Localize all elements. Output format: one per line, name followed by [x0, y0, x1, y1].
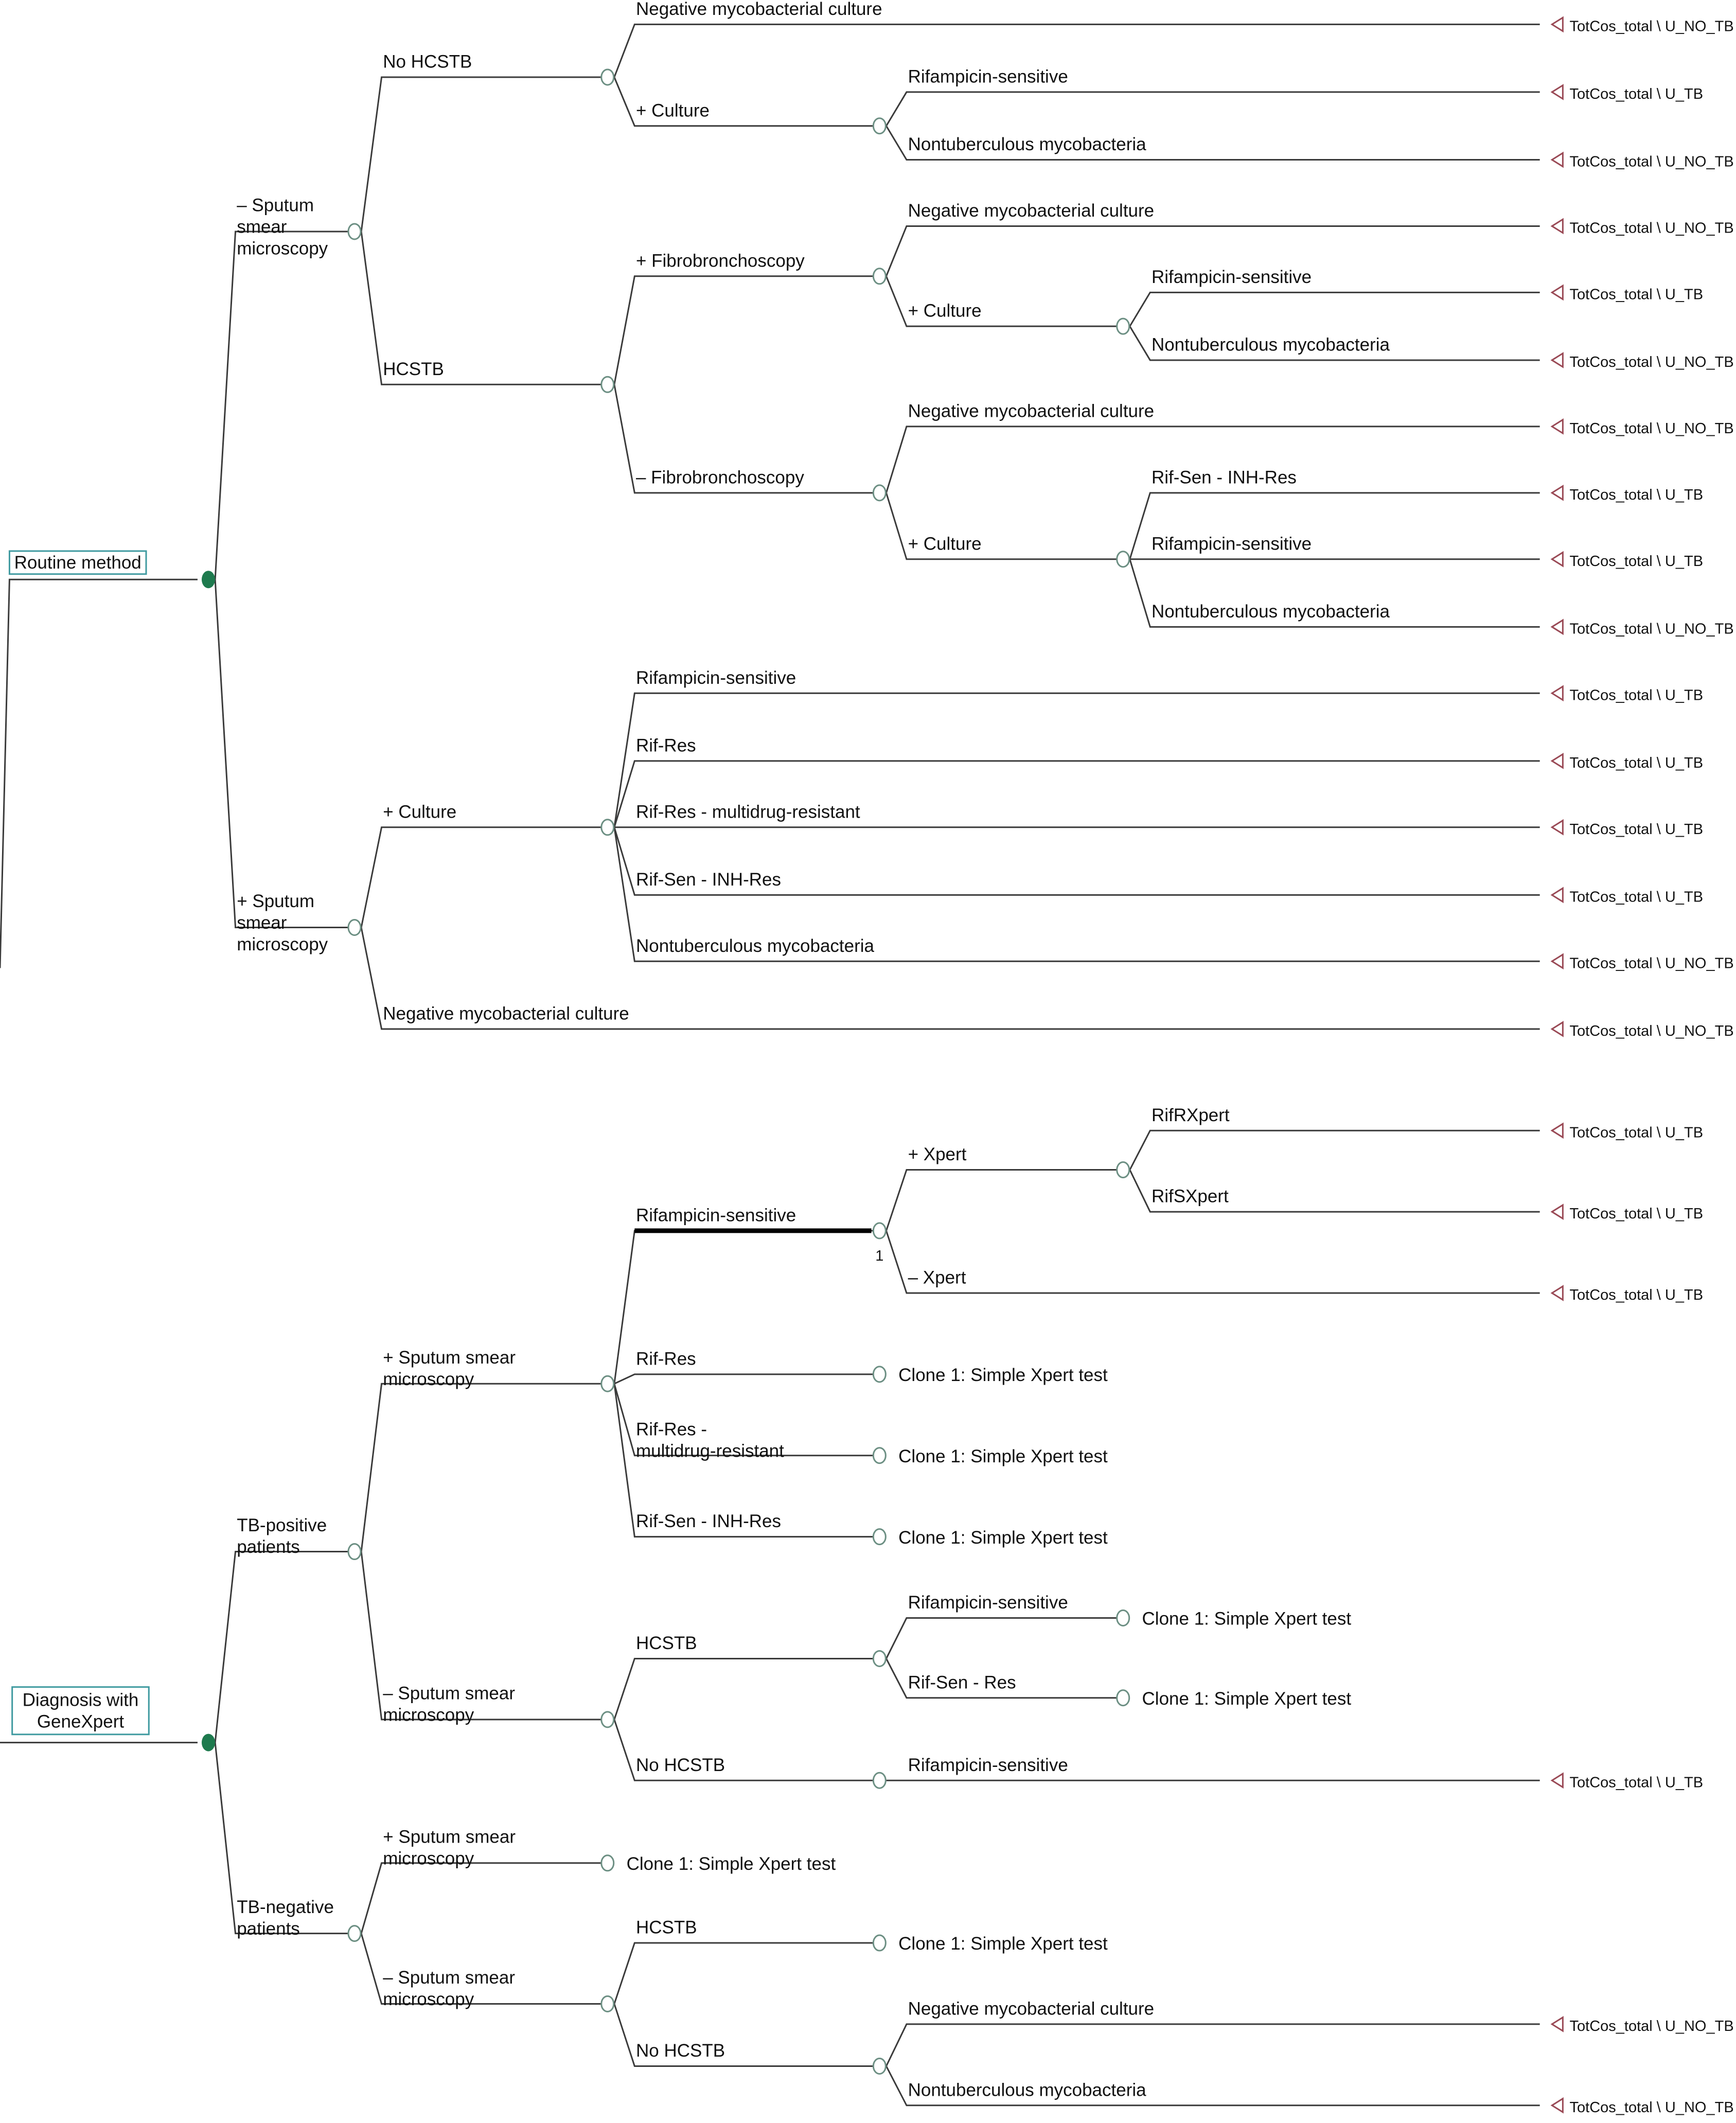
terminal-node-icon: [1552, 353, 1563, 367]
branch-label-genexpert-0-0-0-0: + Xpert: [908, 1144, 967, 1165]
terminal-node-icon: [1552, 686, 1563, 700]
payoff-label-routine-1-0-1: TotCos_total \ U_TB: [1569, 754, 1704, 771]
branch-label-routine-0-0-1-1: Nontuberculous mycobacteria: [908, 134, 1146, 155]
branch-label-routine-1-0-2: Rif-Res - multidrug-resistant: [635, 802, 860, 822]
branch-label-genexpert-0-0-0-0-1: RifSXpert: [1151, 1186, 1229, 1207]
branch-edge: [361, 77, 600, 232]
terminal-node-icon: [1552, 954, 1563, 968]
branch-label-genexpert-1-1-1: No HCSTB: [635, 2041, 725, 2061]
chance-node-icon: [348, 1926, 361, 1941]
branch-label-routine-0-1-1-1-1: Rifampicin-sensitive: [1151, 534, 1312, 554]
branch-label-routine-0-1-0-1: + Culture: [908, 300, 982, 321]
terminal-node-icon: [1552, 888, 1563, 901]
branch-edge: [361, 827, 600, 928]
payoff-label-routine-1-0-4: TotCos_total \ U_NO_TB: [1569, 955, 1734, 972]
branch-label-routine-0-1-0-1-1: Nontuberculous mycobacteria: [1151, 334, 1390, 355]
chance-node-icon: [873, 269, 885, 284]
chance-node-icon: [601, 69, 614, 85]
chance-node-icon: [348, 224, 361, 239]
terminal-node-icon: [1552, 1205, 1563, 1218]
branch-label-genexpert-1-0: + Sputum smear microscopy: [383, 1827, 516, 1869]
branch-edge: [614, 1374, 873, 1384]
branch-label-genexpert-1: TB-negative patients: [237, 1897, 334, 1939]
branch-label-routine-0: – Sputum smear microscopy: [237, 195, 328, 259]
branch-label-genexpert-0-1: – Sputum smear microscopy: [383, 1683, 516, 1725]
clone-node-icon: [1117, 1610, 1129, 1625]
chance-node-icon: [873, 1773, 885, 1788]
chance-node-icon: [1117, 319, 1129, 334]
chance-node-icon: [601, 1996, 614, 2011]
terminal-node-icon: [1552, 2018, 1563, 2031]
branch-label-routine-1-0-4: Nontuberculous mycobacteria: [635, 935, 875, 956]
clone-node-icon: [873, 1935, 885, 1951]
terminal-node-icon: [1552, 1774, 1563, 1787]
payoff-label-routine-1-0-0: TotCos_total \ U_TB: [1569, 687, 1704, 704]
chance-node-icon: [873, 1651, 885, 1666]
branch-label-genexpert-0-1-1-0: Rifampicin-sensitive: [908, 1755, 1068, 1775]
terminal-node-icon: [1552, 1022, 1563, 1036]
chance-node-icon: [601, 820, 614, 835]
branch-label-genexpert-1-1-0: HCSTB: [635, 1917, 697, 1938]
branch-label-routine-0-0-0: Negative mycobacterial culture: [635, 0, 882, 19]
payoff-label-routine-1-0-3: TotCos_total \ U_TB: [1569, 889, 1704, 906]
branch-edge: [614, 24, 1540, 77]
payoff-label-routine-1-1: TotCos_total \ U_NO_TB: [1569, 1023, 1734, 1040]
branch-edge: [887, 2024, 1540, 2066]
payoff-label-routine-0-1-0-1-0: TotCos_total \ U_TB: [1569, 286, 1704, 303]
branch-label-genexpert-1-1-1-0: Negative mycobacterial culture: [908, 1998, 1155, 2019]
clone-label-genexpert-1-1-0: Clone 1: Simple Xpert test: [898, 1934, 1108, 1954]
branch-label-routine-0-1-0: + Fibrobronchoscopy: [635, 251, 805, 271]
chance-node-icon: [873, 1223, 885, 1239]
branch-label-routine-0-1-1-1-2: Nontuberculous mycobacteria: [1151, 601, 1390, 622]
branch-label-routine-0-0-1: + Culture: [635, 100, 710, 121]
terminal-node-icon: [1552, 553, 1563, 566]
payoff-label-routine-0-0-0: TotCos_total \ U_NO_TB: [1569, 18, 1734, 35]
branch-edge: [1130, 1130, 1540, 1170]
branch-label-genexpert-0-0-1: Rif-Res: [635, 1349, 696, 1369]
branch-edge: [361, 1384, 600, 1551]
payoff-label-routine-0-0-1-1: TotCos_total \ U_NO_TB: [1569, 153, 1734, 170]
branch-edge: [614, 1658, 873, 1719]
clone-label-genexpert-0-0-1: Clone 1: Simple Xpert test: [898, 1365, 1108, 1386]
payoff-label-genexpert-0-1-1-0: TotCos_total \ U_TB: [1569, 1774, 1704, 1791]
branch-label-genexpert-0-0: + Sputum smear microscopy: [383, 1347, 516, 1389]
branch-label-routine-1-0-1: Rif-Res: [635, 735, 696, 756]
chance-node-icon: [601, 1376, 614, 1391]
payoff-label-routine-0-1-1-1-2: TotCos_total \ U_NO_TB: [1569, 621, 1734, 638]
branch-label-genexpert-0-0-3: Rif-Sen - INH-Res: [635, 1511, 781, 1532]
branch-label-genexpert-0-1-0-0: Rifampicin-sensitive: [908, 1593, 1068, 1613]
chance-node-icon: [601, 377, 614, 392]
branch-label-genexpert-0-1-0: HCSTB: [635, 1633, 697, 1654]
branch-edge: [215, 1552, 348, 1743]
payoff-label-routine-1-0-2: TotCos_total \ U_TB: [1569, 821, 1704, 838]
payoff-label-routine-0-1-1-0: TotCos_total \ U_NO_TB: [1569, 420, 1734, 437]
clone-node-icon: [601, 1855, 614, 1871]
payoff-label-routine-0-1-0-0: TotCos_total \ U_NO_TB: [1569, 220, 1734, 237]
branch-label-routine-0-1-0-0: Negative mycobacterial culture: [908, 201, 1155, 221]
terminal-node-icon: [1552, 17, 1563, 31]
branch-edge: [887, 1618, 1117, 1658]
terminal-node-icon: [1552, 2099, 1563, 2112]
branch-label-routine-1-1: Negative mycobacterial culture: [383, 1003, 629, 1024]
terminal-node-icon: [1552, 85, 1563, 99]
terminal-node-icon: [1552, 486, 1563, 500]
branch-edge: [887, 1231, 1540, 1293]
payoff-label-genexpert-0-0-0-0-0: TotCos_total \ U_TB: [1569, 1124, 1704, 1141]
payoff-label-genexpert-0-0-0-1: TotCos_total \ U_TB: [1569, 1287, 1704, 1304]
strategy-trunk-top: [0, 579, 198, 968]
branch-label-genexpert-1-1: – Sputum smear microscopy: [383, 1968, 516, 2010]
chance-node-icon: [873, 2058, 885, 2074]
branch-edge: [887, 92, 1540, 126]
terminal-node-icon: [1552, 1124, 1563, 1137]
terminal-node-icon: [1552, 286, 1563, 299]
decision-node-icon: [202, 571, 215, 588]
terminal-node-icon: [1552, 754, 1563, 768]
branch-label-genexpert-0-0-0-0-0: RifRXpert: [1151, 1105, 1230, 1125]
branch-label-routine-1: + Sputum smear microscopy: [237, 891, 328, 955]
payoff-label-genexpert-0-0-0-0-1: TotCos_total \ U_TB: [1569, 1206, 1704, 1223]
branch-edge: [361, 1863, 600, 1934]
payoff-label-routine-0-0-1-0: TotCos_total \ U_TB: [1569, 86, 1704, 103]
branch-label-routine-0-1-1-1-0: Rif-Sen - INH-Res: [1151, 467, 1297, 488]
terminal-node-icon: [1552, 219, 1563, 233]
branch-label-routine-1-0-0: Rifampicin-sensitive: [635, 667, 796, 688]
branch-label-genexpert-0-0-0-1: – Xpert: [908, 1267, 966, 1288]
clone-label-genexpert-0-1-0-1: Clone 1: Simple Xpert test: [1142, 1688, 1352, 1709]
terminal-node-icon: [1552, 620, 1563, 633]
branch-edge: [614, 276, 873, 385]
clone-node-icon: [1117, 1690, 1129, 1706]
clone-node-icon: [873, 1448, 885, 1463]
branch-edge: [887, 1170, 1117, 1231]
decision-node-icon: [202, 1734, 215, 1752]
chance-node-icon: [873, 485, 885, 501]
strategy-label-genexpert: Diagnosis with GeneXpert: [22, 1690, 139, 1732]
chance-node-icon: [348, 919, 361, 935]
payoff-label-routine-0-1-1-1-1: TotCos_total \ U_TB: [1569, 553, 1704, 570]
strategy-label-routine: Routine method: [14, 553, 141, 573]
branch-edge: [614, 1943, 873, 2004]
branch-label-genexpert-1-1-1-1: Nontuberculous mycobacteria: [908, 2080, 1146, 2100]
branch-edge: [215, 232, 348, 579]
clone-label-genexpert-0-0-3: Clone 1: Simple Xpert test: [898, 1527, 1108, 1548]
payoff-label-genexpert-1-1-1-1: TotCos_total \ U_NO_TB: [1569, 2099, 1734, 2116]
terminal-node-icon: [1552, 420, 1563, 433]
branch-label-genexpert-0-1-0-1: Rif-Sen - Res: [908, 1672, 1016, 1693]
clone-label-genexpert-1-0: Clone 1: Simple Xpert test: [626, 1853, 836, 1874]
probability-tick-label: 1: [875, 1247, 884, 1264]
chance-node-icon: [1117, 552, 1129, 567]
terminal-node-icon: [1552, 153, 1563, 166]
branch-label-routine-0-1-1-1: + Culture: [908, 534, 982, 554]
chance-node-icon: [601, 1712, 614, 1727]
chance-node-icon: [1117, 1162, 1129, 1178]
branch-label-routine-0-0-1-0: Rifampicin-sensitive: [908, 66, 1068, 87]
chance-node-icon: [348, 1544, 361, 1560]
chance-node-icon: [873, 118, 885, 134]
terminal-node-icon: [1552, 821, 1563, 834]
labels-layer: [9, 0, 1733, 2116]
branch-label-genexpert-0-0-0: Rifampicin-sensitive: [635, 1205, 796, 1226]
clone-node-icon: [873, 1529, 885, 1545]
clone-label-genexpert-0-0-2: Clone 1: Simple Xpert test: [898, 1446, 1108, 1466]
branch-label-routine-1-0-3: Rif-Sen - INH-Res: [635, 869, 781, 890]
payoff-label-routine-0-1-0-1-1: TotCos_total \ U_NO_TB: [1569, 354, 1734, 371]
branch-label-routine-0-0: No HCSTB: [383, 51, 472, 72]
branch-label-routine-0-1-0-1-0: Rifampicin-sensitive: [1151, 267, 1312, 287]
clone-node-icon: [873, 1367, 885, 1382]
clone-label-genexpert-0-1-0-0: Clone 1: Simple Xpert test: [1142, 1608, 1352, 1629]
branch-label-genexpert-0-0-2: Rif-Res -multidrug-resistant: [635, 1419, 784, 1461]
payoff-label-routine-0-1-1-1-0: TotCos_total \ U_TB: [1569, 486, 1704, 503]
branch-label-genexpert-0-1-1: No HCSTB: [635, 1755, 725, 1775]
branch-label-routine-0-1-1: – Fibrobronchoscopy: [635, 467, 804, 488]
terminal-node-icon: [1552, 1286, 1563, 1300]
branch-label-routine-1-0: + Culture: [383, 802, 457, 822]
branch-label-routine-0-1-1-0: Negative mycobacterial culture: [908, 401, 1155, 421]
branch-label-genexpert-0: TB-positive patients: [237, 1515, 327, 1558]
branch-edge: [1130, 292, 1540, 326]
branch-edge: [215, 579, 348, 927]
branch-label-routine-0-1: HCSTB: [383, 359, 444, 379]
nodes-layer: [202, 17, 1563, 2112]
payoff-label-genexpert-1-1-1-0: TotCos_total \ U_NO_TB: [1569, 2018, 1734, 2035]
